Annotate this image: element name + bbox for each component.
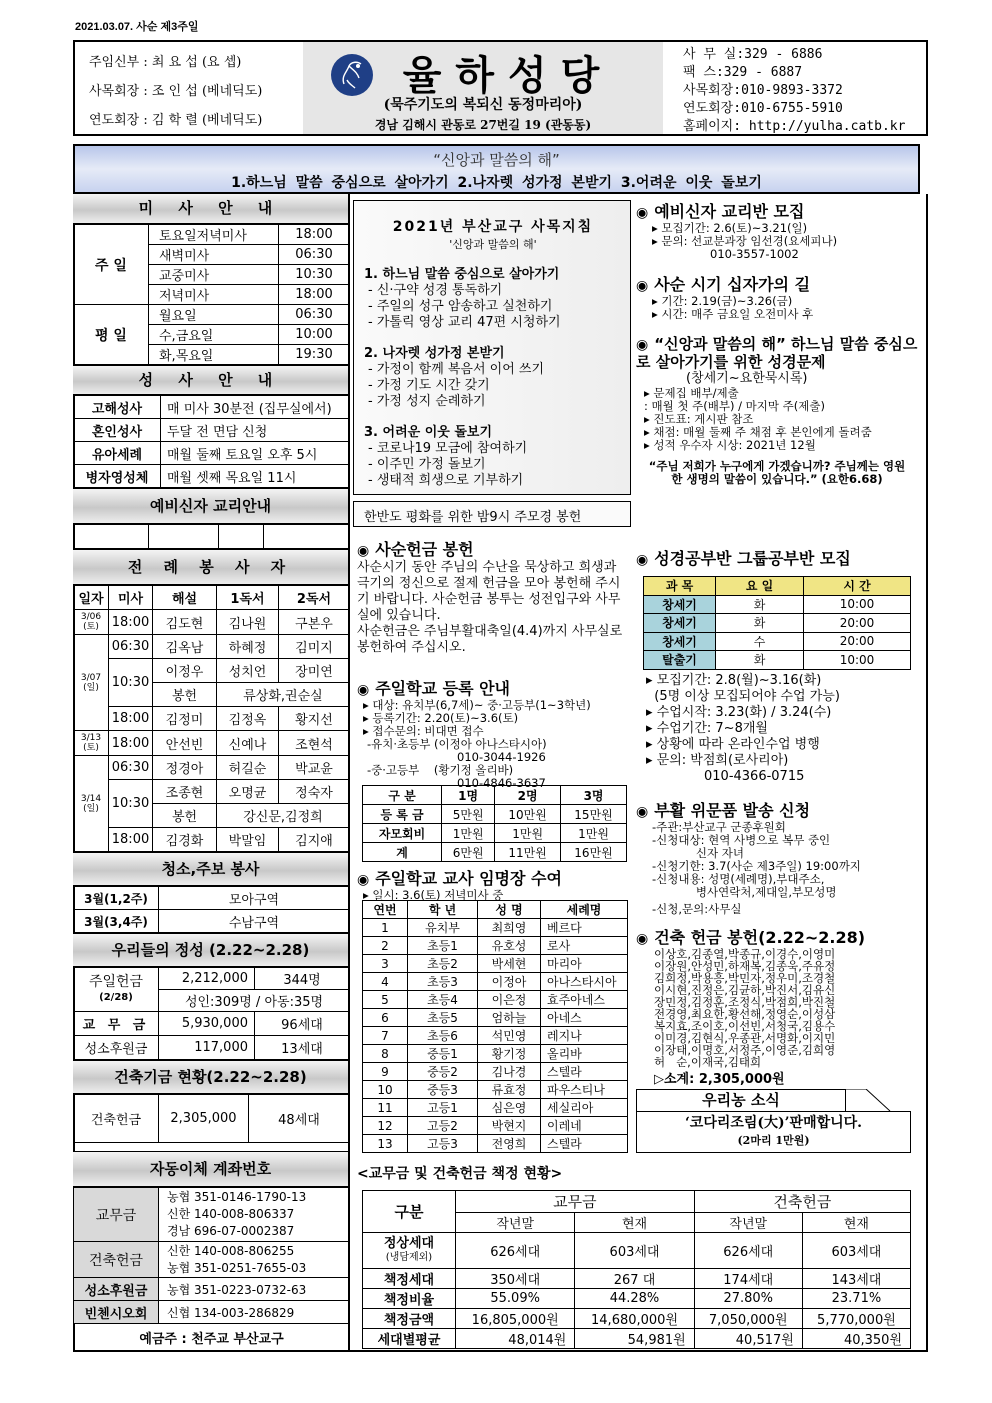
- bible-study-table: 과 목 요 일 시 간 창세기 화 10:00 창세기 화 20:00 창세기 수 20:00 탈출기 화 10:00: [643, 576, 911, 670]
- table-row: 8 중등1 황기정 올리바: [363, 1045, 628, 1063]
- table-row: 10 중등3 류효정 파우스티나: [363, 1081, 628, 1099]
- bullet-icon: ◉: [636, 278, 649, 294]
- sunday-school-section: ◉ 주일학교 등록 안내 ▸ 대상: 유치부(6,7세)~ 중·고등부(1~3학년) ▸ 등록기간: 2.20(토)~3.6(토) ▸ 접수문의: 비대면 접수 -유치·초등부 (이정아 아나스타시아) 010-3044-1926 -중·고등부 (황기정 올리바) 010-4846-3637: [357, 679, 591, 790]
- table-row: 4 초등3 이정아 아나스타시아: [363, 973, 628, 991]
- church-address: 경남 김해시 관동로 27번길 19 (관동동): [374, 118, 592, 132]
- sacrament-table: 고해성사 매 미사 30분전 (집무실에서) 혼인성사 두달 전 면담 신청 유아세례 매월 둘째 토요일 오후 5시 병자영성체 매월 셋째 목요일 11시: [73, 395, 350, 488]
- finance-status-table: 구분 교무금 건축헌금 작년말 현재 작년말 현재 정상세대 (냉담제외) 626세대 603세대 626세대 603세대 책정세대 350세대 267 대 174세대 143세대 책정비율 55.09% 44.28% 27.80% 23.71% 책정금액 16,805,000원 14,680,000원 7,050,000원 5,770,000원 세대별평균 48,014원 54,981원 40,517원 40,350원: [362, 1190, 911, 1349]
- bible-study-info: ▸ 모집기간: 2.8(월)~3.16(화) (5명 이상 모집되어야 수업 가능) ▸ 수업시작: 3.23(화) / 3.24(수) ▸ 수업기간: 7~8개월 ▸ 상황에 따라 온라인수업 병행 ▸ 문의: 박점희(로사리아) 010-4366-0715: [646, 673, 840, 784]
- table-row: 1 유치부 최희영 베르다: [363, 919, 628, 937]
- bullet-icon: ◉: [636, 931, 649, 947]
- contact-fax: 팩 스:329 - 6887: [683, 65, 803, 80]
- table-row: 2 초등1 유호성 로사: [363, 937, 628, 955]
- offerings-table: 주일헌금 (2/28) 2,212,000 344명 성인:309명 / 아동:35명 교 무 금 5,930,000 96세대 성소후원금 117,000 13세대: [73, 967, 350, 1060]
- contact-office: 사 무 실:329 - 6886: [683, 47, 823, 62]
- pastoral-guidelines-box: 2021년 부산교구 사목지침 '신앙과 말씀의 해' 1. 하느님 말씀 중심으로 살아가기 - 신·구약 성경 통독하기 - 주일의 성구 암송하고 실천하기 - 가톨릭 영상 교리 47편 시청하기 2. 나자렛 성가정 본받기 - 가정이 함께 복음서 이어 쓰기 - 가정 기도 시간 갖기 - 가정 성지 순례하기 3. 어려운 이웃 돌보기 - 코로나19 모금에 참여하기 - 이주민 가정 돌보기 - 생태적 희생으로 기부하기: [353, 200, 631, 495]
- registration-fee-table: 구 분 1명 2명 3명 등 록 금 5만원 10만원 15만원 자모회비 1만원 1만원 1만원 계 6만원 11만원 16만원: [362, 785, 627, 862]
- donor-line: 이시현,진정은,김균하,박진서,김유신: [654, 983, 836, 997]
- donor-line: 이장원,안성민,하재복,김종욱,주유정: [654, 959, 836, 973]
- cleaning-table: 3월(1,2주) 모아구역 3월(3,4주) 수남구역: [73, 886, 350, 933]
- table-row: 11 고등1 심은영 세실리아: [363, 1099, 628, 1117]
- accounts-title: 자동이체 계좌번호: [73, 1151, 348, 1187]
- account-holder: 예금주 : 천주교 부산교구: [74, 1324, 350, 1352]
- building-donors-section: ◉ 건축 헌금 봉헌(2.22~2.28) 이상호,김종열,박종규,이경수,이영미 이장원,안성민,하재복,김종욱,주유정 김희정,박용흥,박민자,정우미,조경철 이시현,진정은,김균하,박진서,김유신 장민정,김정훈,조정식,박점희,박진철 전경영,최요한,황선해,정영순,이성삼 복지효,조이호,이선빈,서청국,김용수 이미경,김현식,우종관,서명화,이지민 이장태,이명호,서정주,이영준,김희영 허 순,이재국,김태희 ▷소계: 2,305,000원: [636, 925, 918, 1087]
- contact-list: [663, 42, 926, 134]
- teacher-table: 연번 학 년 성 명 세례명 1 유치부 최희영 베르다 2 초등1 유호성 로사 3 초등2 박세현 마리아 4 초등3 이정아 아나스타시아 5 초등4 이은정 효주아네스 6 초등5 엄하늘 아네스 7 초등6 석민영 레지나 8 중등1 황기정 올리바 9 중등2 김나경 스텔라 10 중등3 류효정 파우스티나 11 고등1 심은영 세실리아 12 고등2 박현지 이레네 13 고등3 전영희 스텔라: [362, 900, 628, 1153]
- cleaning-title: 청소,주보 봉사: [73, 852, 348, 886]
- table-row: 5 초등4 이은정 효주아네스: [363, 991, 628, 1009]
- teacher-appointment-section: ◉ 주일학교 교사 임명장 수여 ▸ 일시: 3.6(토) 저녁미사 중: [357, 869, 562, 902]
- catechumen-table: [73, 524, 350, 549]
- liturgy-servers-table: 일자 미사 해설 1독서 2독서 3/06 (토) 18:00 김도현 김나원 구본우 3/07 (일) 06:30 김옥남 하혜정 김미지 10:30 이정우 성치언 장미연 봉헌 류상화,권순실 18:00 김정미 김정옥 황지선 3/13 (토) 18:00 안선빈 신예나 조현석 3/14 (일) 06:30 정경아 허길순 박교윤 10:30 조종현 오명균 정숙자 봉헌 강신문,김정희 18:00 김경화 박말임 김지애: [73, 585, 350, 852]
- farm-news-box: 우리농 소식 ‘코다리조림(大)’판매합니다. (2마리 1만원): [636, 1089, 911, 1153]
- bullet-icon: ◉: [636, 552, 649, 568]
- building-fund-table: 건축헌금 2,305,000 48세대: [73, 1094, 350, 1143]
- donor-line: 장민정,김정훈,조정식,박점희,박진철: [654, 995, 836, 1009]
- staff-prayer: 연도회장 : 김 학 렬 (베네딕도): [89, 113, 263, 128]
- offerings-title: 우리들의 정성 (2.22~2.28): [73, 933, 348, 967]
- year-theme-banner: [73, 144, 920, 194]
- peace-prayer-note: 한반도 평화를 위한 밤9시 주모경 봉헌: [353, 501, 631, 527]
- donor-line: 복지효,조이호,이선빈,서청국,김용수: [654, 1019, 836, 1033]
- scripture-quote: “주님 저희가 누구에게 가겠습니까? 주님께는 영원한 생명의 말씀이 있습니다.” (요한6.68): [648, 459, 906, 486]
- sunday-label: 주 일: [74, 225, 149, 305]
- weekday-label: 평 일: [74, 305, 149, 365]
- church-name: 율하성당: [402, 53, 614, 99]
- table-row: 13 고등3 전영희 스텔라: [363, 1135, 628, 1153]
- bullet-icon: ◉: [636, 804, 649, 820]
- banner-subtitle: 1.하느님 말씀 중심으로 살아가기 2.나자렛 성가정 본받기 3.어려운 이웃 돌보기: [231, 175, 762, 191]
- bullet-icon: ◉: [636, 337, 649, 353]
- bullet-icon: ◉: [357, 543, 370, 559]
- stations-of-cross-section: ◉ 사순 시기 십자가의 길 ▸ 기간: 2.19(금)~3.26(금) ▸ 시간: 매주 금요일 오전미사 후: [636, 275, 814, 321]
- contact-prayer: 연도회장:010-6755-5910: [683, 101, 843, 116]
- donor-line: 이상호,김종열,박종규,이경수,이영미: [654, 947, 836, 961]
- church-title-block: [303, 42, 663, 134]
- mass-schedule-table: 주 일 토요일저녁미사 18:00 새벽미사 06:30 교중미사 10:30 저녁미사 18:00 평 일 월요일 06:30 수,금요일 10:00 화,목요일 19:30: [73, 224, 350, 365]
- table-row: 9 중등2 김나경 스텔라: [363, 1063, 628, 1081]
- left-column: [73, 194, 350, 1352]
- bullet-icon: ◉: [357, 872, 370, 888]
- mass-guide-title: 미 사 안 내: [73, 194, 348, 224]
- staff-pastor: 주임신부 : 최 요 섭 (요 셉): [89, 55, 242, 70]
- donor-line: 이미경,김현식,우종관,서명화,이지민: [654, 1031, 836, 1045]
- donor-line: 전경영,최요한,황선해,정영순,이성삼: [654, 1007, 836, 1021]
- bullet-icon: ◉: [357, 682, 370, 698]
- bullet-icon: ◉: [636, 205, 649, 221]
- donor-subtotal: ▷소계: 2,305,000원: [654, 1072, 785, 1087]
- catechumen-guide-title: 예비신자 교리안내: [73, 488, 348, 524]
- accounts-table: 교무금 농협 351-0146-1790-13 신한 140-008-806337 경남 696-07-0002387 건축헌금 신한 140-008-806255 농협 351-0251-7655-03 성소후원금 농협 351-0223-0732-63 빈첸시오회 신협 134-003-286829 예금주 : 천주교 부산교구: [73, 1187, 350, 1352]
- bible-study-section: ◉ 성경공부반 그룹공부반 모집: [636, 549, 851, 568]
- table-row: 12 고등2 박현지 이레네: [363, 1117, 628, 1135]
- lent-offering-section: ◉ 사순헌금 봉헌 사순시기 동안 주님의 수난을 묵상하고 희생과 극기의 정신으로 절제 헌금을 모아 봉헌해 주시기 바랍니다. 사순헌금 봉투는 성전입구와 사무실에 있습니다. 사순헌금은 주님부활대축일(4.4)까지 사무실로 봉헌하여 주십시오.: [357, 540, 623, 655]
- easter-package-section: ◉ 부활 위문품 발송 신청 -주관:부산교구 군종후원회 -신청대상: 현역 사병으로 복무 중인 신자 자녀 -신청기한: 3.7(사순 제3주일) 19:00까지 -신청내용: 성명(세례명),부대주소, 병사연락처,제대일,부모성명 -신청,문의:사무실: [636, 801, 861, 916]
- liturgy-servers-title: 전 례 봉 사 자: [73, 549, 348, 585]
- building-fund-title: 건축기금 현황(2.22~2.28): [73, 1060, 348, 1094]
- donor-line: 김희정,박용흥,박민자,정우미,조경철: [654, 971, 836, 985]
- donor-line: 이장태,이명호,서정주,이영준,김희영: [654, 1043, 836, 1057]
- table-row: 3 초등2 박세현 마리아: [363, 955, 628, 973]
- sacrament-guide-title: 성 사 안 내: [73, 365, 348, 395]
- donor-line: 허 순,이재국,김태희: [654, 1055, 762, 1069]
- catechumen-recruit-section: ◉ 예비신자 교리반 모집 ▸ 모집기간: 2.6(토)~3.21(일) ▸ 문의: 선교분과장 임선경(요세피나) 010-3557-1002: [636, 202, 838, 261]
- finance-status-title: <교무금 및 건축헌금 책정 현황>: [357, 1166, 563, 1182]
- table-row: 7 초등6 석민영 레지나: [363, 1027, 628, 1045]
- staff-council: 사목회장 : 조 인 섭 (베네딕도): [89, 84, 263, 99]
- church-subtitle: (묵주기도의 복되신 동정마리아): [383, 97, 583, 113]
- bulletin-header: [73, 40, 928, 136]
- banner-title: “신앙과 말씀의 해”: [433, 151, 560, 169]
- church-logo-icon: [331, 54, 373, 96]
- bulletin-date: 2021.03.07. 사순 제3주일: [75, 21, 199, 33]
- bible-quiz-section: ◉ “신앙과 말씀의 해” 하느님 말씀 중심으로 살아가기를 위한 성경문제 (창세기~요한묵시록) ▸ 문제집 배부/제출 : 매월 첫 주(배부) / 마지막 주(제출) ▸ 진도표: 게시판 참조 ▸ 채점: 매월 둘째 주 채점 후 본인에게 돌려줌 ▸ 성적 우수자 시상: 2021년 12월 “주님 저희가 누구에게 가겠습니까? 주님께는 영원한 생명의 말씀이 있습니다.” (요한6.68): [636, 335, 918, 486]
- staff-list: [75, 42, 303, 134]
- contact-homepage[interactable]: 홈페이지: http://yulha.catb.kr: [683, 119, 906, 134]
- table-row: 6 초등5 엄하늘 아네스: [363, 1009, 628, 1027]
- contact-council: 사목회장:010-9893-3372: [683, 83, 843, 98]
